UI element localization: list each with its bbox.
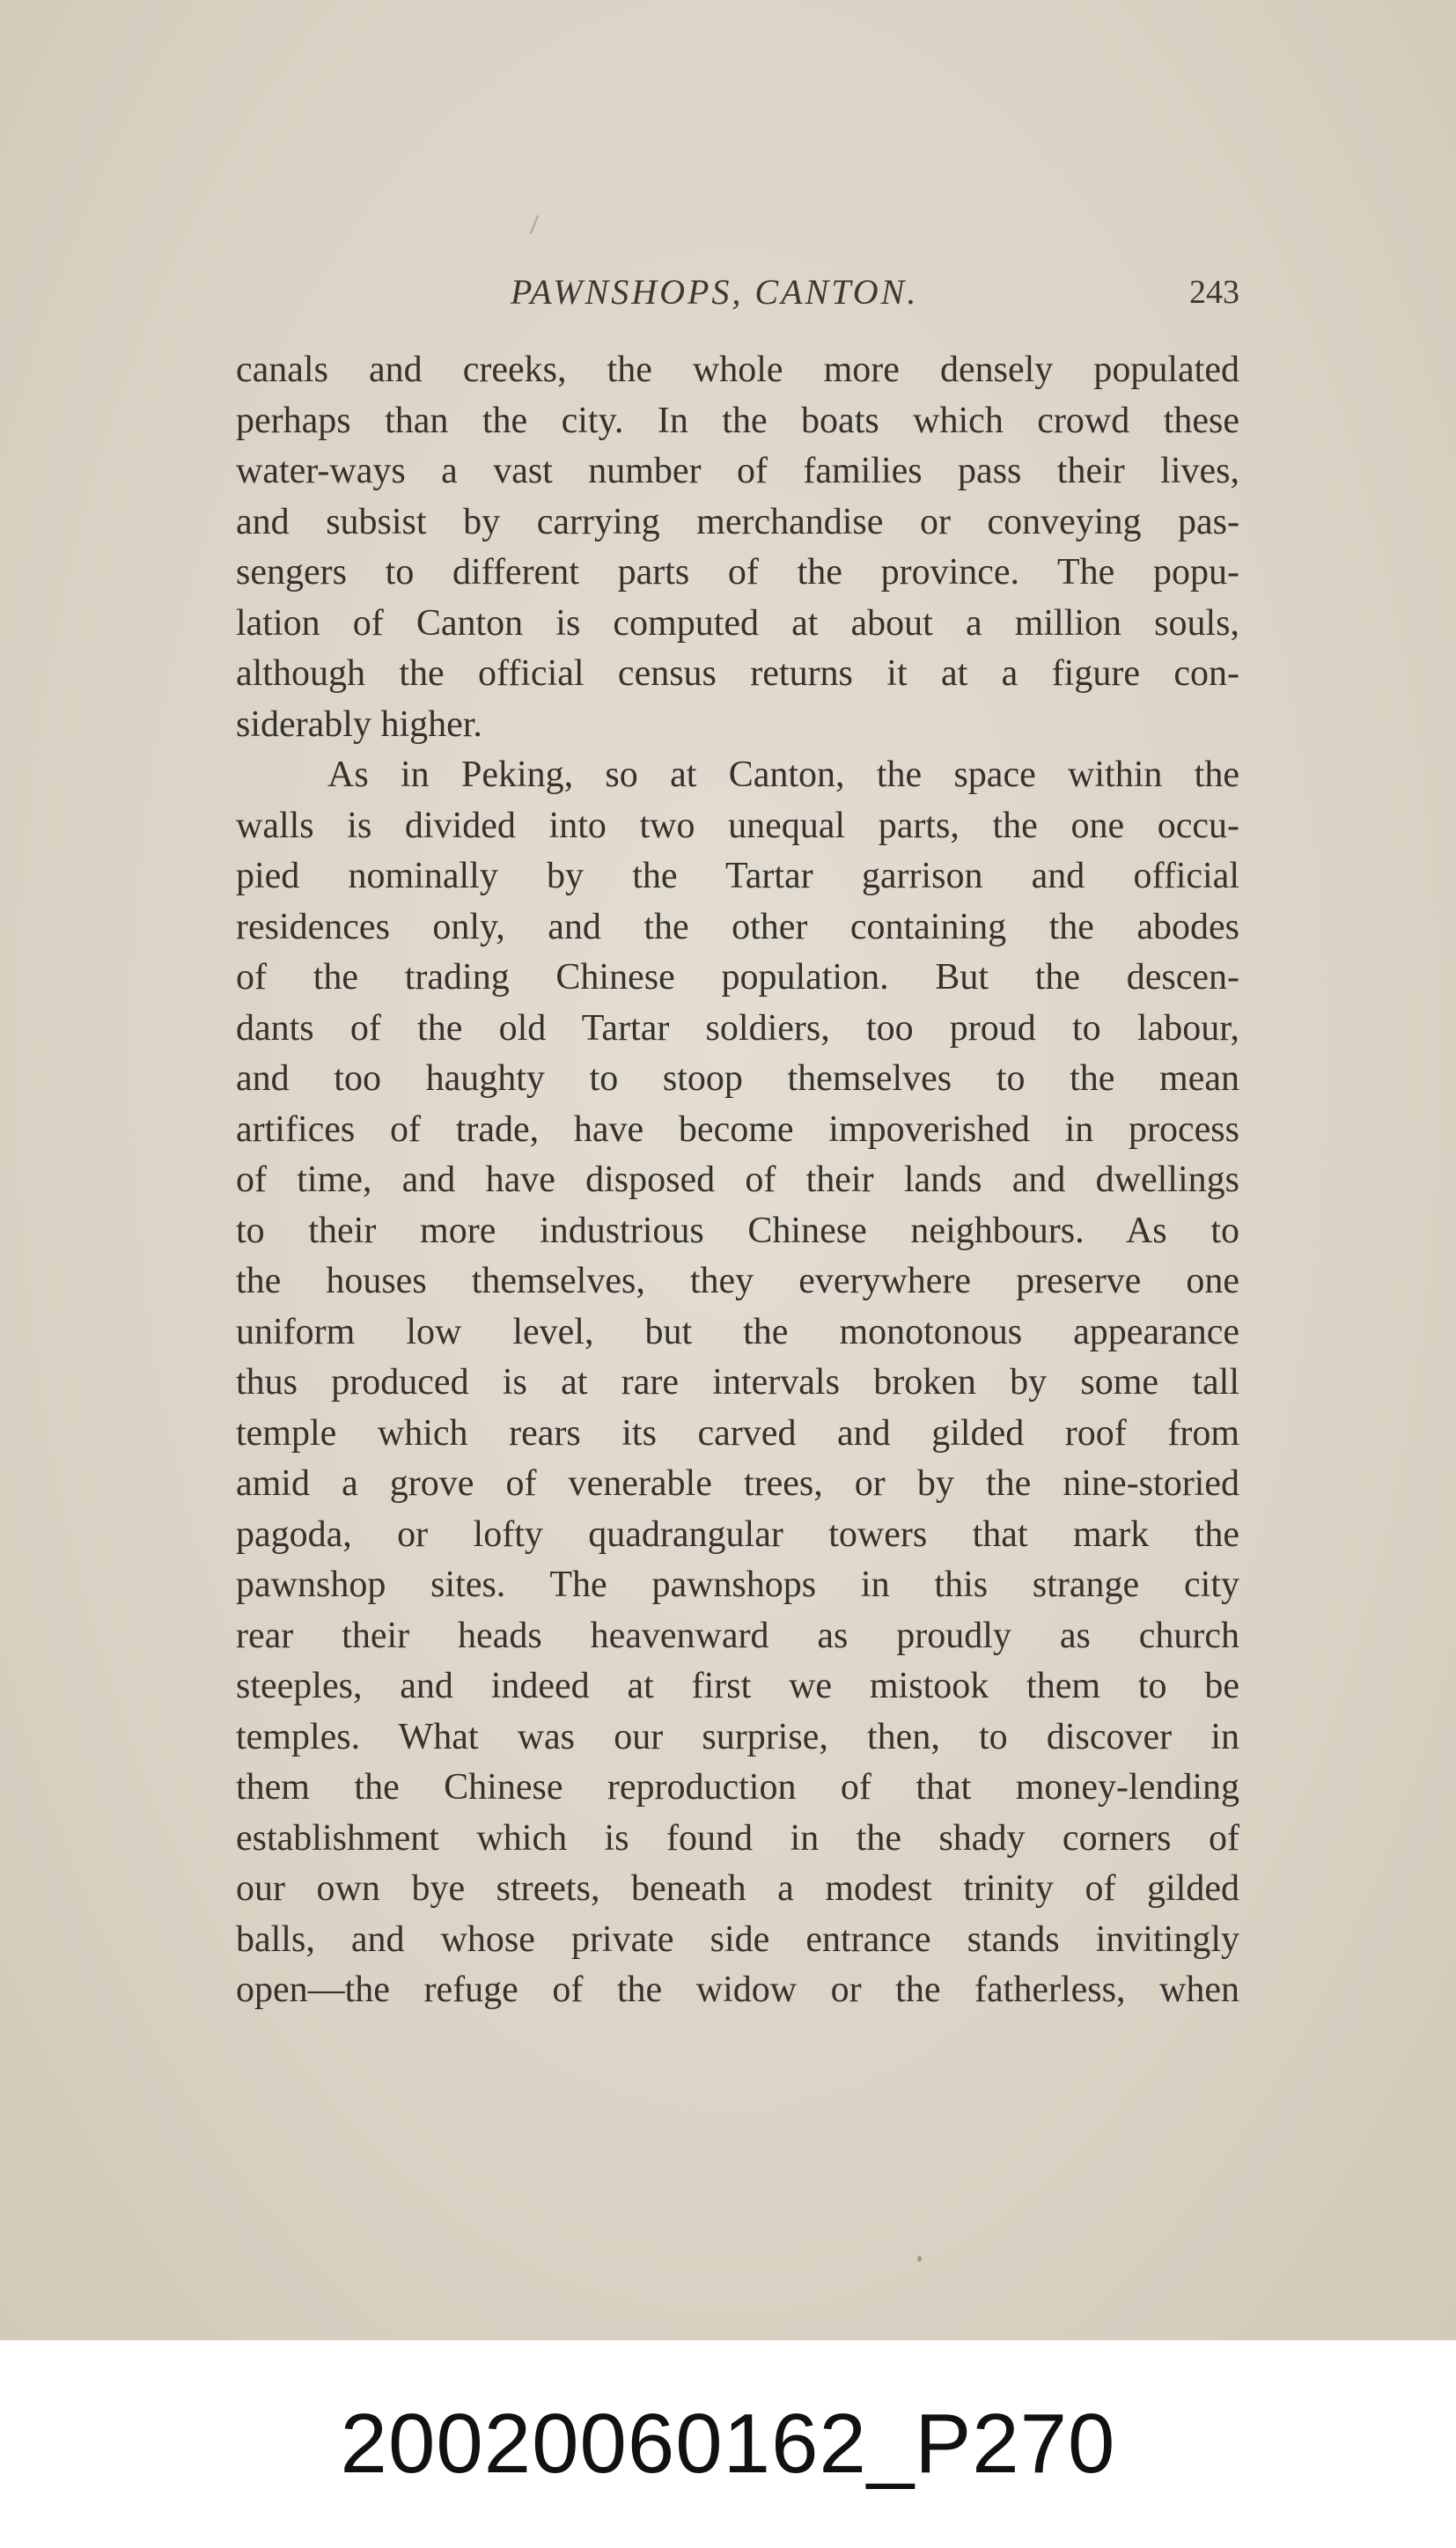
image-id-caption: 20020060162_P270 (340, 2397, 1116, 2491)
text-line: pagoda, or lofty quadrangular towers that mark the (236, 1513, 1239, 1555)
text-line: and subsist by carrying merchandise or conveying pas- (236, 501, 1239, 542)
text-line: siderably higher. (236, 703, 482, 745)
text-line: lation of Canton is computed at about a million souls, (236, 602, 1239, 644)
body-text (236, 345, 1239, 2016)
running-title: PAWNSHOPS, CANTON. (511, 272, 919, 312)
text-line: water-ways a vast number of families pass their lives, (236, 451, 1239, 491)
text-line: As in Peking, so at Canton, the space within the (327, 755, 1239, 795)
text-line: temple which rears its carved and gilded roof from (236, 1412, 1239, 1454)
text-line: amid a grove of venerable trees, or by the nine-storied (236, 1463, 1239, 1504)
text-line: and too haughty to stoop themselves to the mean (236, 1058, 1239, 1099)
text-line: although the official census returns it at a figure con- (236, 653, 1239, 694)
text-line: pawnshop sites. The pawnshops in this strange city (236, 1565, 1239, 1605)
text-line: the houses themselves, they everywhere preserve one (236, 1261, 1239, 1301)
text-line: canals and creeks, the whole more densely populated (236, 350, 1239, 390)
text-line: residences only, and the other containing the abodes (236, 906, 1239, 947)
stray-ink-dot (917, 2256, 922, 2262)
text-line: of time, and have disposed of their lands and dwellings (236, 1160, 1239, 1200)
text-line: of the trading Chinese population. But the descen- (236, 957, 1239, 998)
text-line: our own bye streets, beneath a modest trinity of gilded (236, 1868, 1239, 1909)
text-line: artifices of trade, have become impoverished in process (236, 1108, 1239, 1150)
text-line: to their more industrious Chinese neighbours. As to (236, 1210, 1239, 1251)
text-line: sengers to different parts of the province. The popu- (236, 552, 1239, 593)
text-line: thus produced is at rare intervals broken by some tall (236, 1362, 1239, 1403)
text-line: rear their heads heavenward as proudly as church (236, 1615, 1239, 1656)
text-line: walls is divided into two unequal parts, the one occu- (236, 805, 1239, 846)
text-line: dants of the old Tartar soldiers, too proud to labour, (236, 1007, 1239, 1049)
text-line: open—the refuge of the widow or the fatherless, when (236, 1970, 1239, 2010)
text-line: temples. What was our surprise, then, to discover in (236, 1716, 1239, 1757)
page-header (236, 271, 1239, 324)
text-line: uniform low level, but the monotonous appearance (236, 1311, 1239, 1352)
text-line: them the Chinese reproduction of that money-lending (236, 1767, 1239, 1808)
stray-pencil-mark (530, 215, 539, 233)
text-line: establishment which is found in the shady corners of (236, 1817, 1239, 1859)
text-line: steeples, and indeed at first we mistook them to be (236, 1666, 1239, 1706)
text-line: perhaps than the city. In the boats which crowd these (236, 400, 1239, 441)
text-line: pied nominally by the Tartar garrison and official (236, 856, 1239, 896)
page-number: 243 (1189, 274, 1239, 311)
text-line: balls, and whose private side entrance stands invitingly (236, 1918, 1239, 1960)
